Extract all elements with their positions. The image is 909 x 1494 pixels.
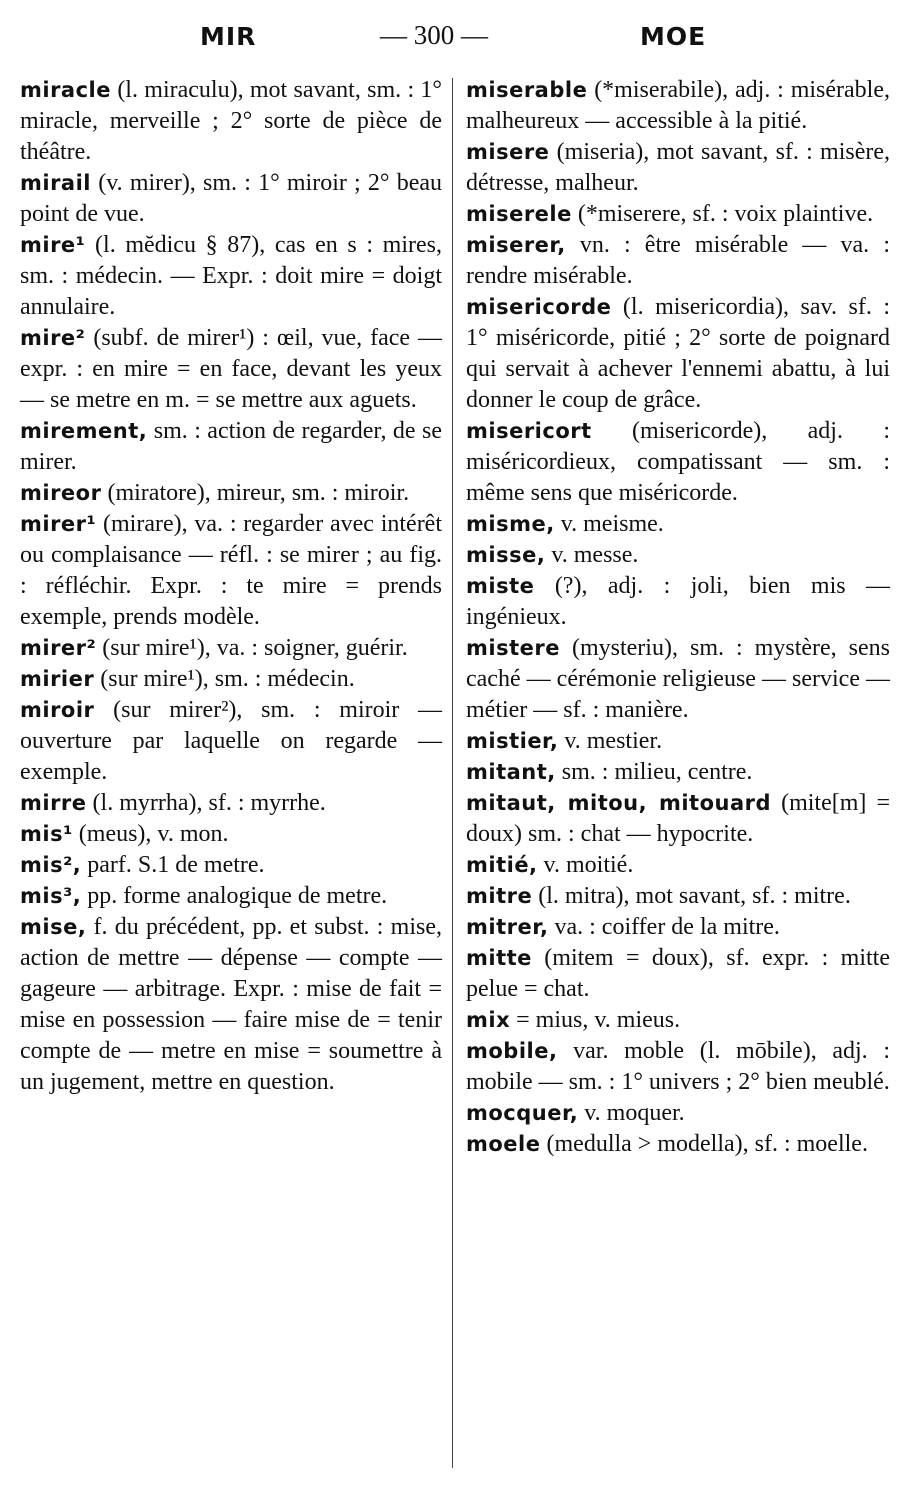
- dictionary-entry: [466, 416, 890, 509]
- dictionary-entry: [466, 1036, 890, 1098]
- dictionary-entry: [466, 540, 890, 571]
- dictionary-entry: [466, 230, 890, 292]
- entry-headword: mitre: [466, 884, 533, 908]
- entry-headword: mobile,: [466, 1039, 558, 1063]
- dictionary-entry: [20, 230, 442, 323]
- dictionary-entry: [20, 509, 442, 633]
- dictionary-entry: [466, 1129, 890, 1160]
- entry-headword: mirer¹: [20, 512, 97, 536]
- entry-headword: miste: [466, 574, 535, 598]
- dictionary-entry: [466, 1005, 890, 1036]
- entry-headword: miroir: [20, 698, 95, 722]
- dictionary-entry: [466, 726, 890, 757]
- entry-headword: mis²,: [20, 853, 82, 877]
- dictionary-entry: [466, 912, 890, 943]
- entry-headword: misericorde: [466, 295, 612, 319]
- entry-headword: mistier,: [466, 729, 559, 753]
- dictionary-entry: [466, 571, 890, 633]
- entry-headword: mis³,: [20, 884, 82, 908]
- entry-headword: miserele: [466, 202, 572, 226]
- dictionary-entry: [466, 509, 890, 540]
- dictionary-entry: [20, 478, 442, 509]
- right-column: [466, 75, 890, 1160]
- dictionary-entry: [20, 168, 442, 230]
- entry-definition: (miseria), mot savant, sf. : misère, détresse, malheur.: [466, 139, 891, 196]
- dictionary-entry: [20, 788, 442, 819]
- entry-definition: vn. : être misérable — va. : rendre misérable.: [466, 232, 890, 289]
- entry-definition: (sur mire¹), va. : soigner, guérir.: [102, 635, 408, 661]
- entry-definition: = mius, v. mieus.: [516, 1007, 681, 1033]
- dictionary-entry: [20, 633, 442, 664]
- entry-definition: (miratore), mireur, sm. : miroir.: [107, 480, 410, 506]
- dictionary-entry: [466, 943, 890, 1005]
- dictionary-entry: [466, 199, 890, 230]
- entry-headword: misere: [466, 140, 550, 164]
- entry-definition: (l. mitra), mot savant, sf. : mitre.: [538, 883, 851, 909]
- entry-headword: mirement,: [20, 419, 148, 443]
- entry-definition: (l. miraculu), mot savant, sm. : 1° miracle, merveille ; 2° sorte de pièce de théâtre.: [20, 77, 443, 165]
- dictionary-entry: [466, 788, 890, 850]
- entry-definition: v. moitié.: [543, 852, 634, 878]
- dictionary-entry: [466, 292, 890, 416]
- entry-definition: f. du précédent, pp. et subst. : mise, action de mettre — dépense — compte — gageure — arbitrage. Expr. : mise de fait = mise en possession — faire mise de = tenir compte de — metre en mise = soumettre à un jugement, mettre en question.: [20, 914, 442, 1095]
- entry-headword: mireor: [20, 481, 102, 505]
- dictionary-entry: [466, 1098, 890, 1129]
- entry-headword: misse,: [466, 543, 546, 567]
- entry-definition: (medulla > modella), sf. : moelle.: [546, 1131, 868, 1157]
- dictionary-entry: [466, 850, 890, 881]
- entry-definition: (sur mirer²), sm. : miroir — ouverture par laquelle on regarde — exemple.: [20, 697, 443, 785]
- entry-definition: (l. mĕdicu § 87), cas en s : mires, sm. : médecin. — Expr. : doit mire = doigt annulaire.: [20, 232, 443, 320]
- dictionary-entry: [20, 881, 442, 912]
- entry-definition: pp. forme analogique de metre.: [87, 883, 388, 909]
- entry-definition: (mitem = doux), sf. expr. : mitte pelue = chat.: [466, 945, 890, 1002]
- entry-definition: (v. mirer), sm. : 1° miroir ; 2° beau point de vue.: [20, 170, 443, 227]
- entry-headword: misericort: [466, 419, 592, 443]
- entry-headword: mix: [466, 1008, 511, 1032]
- entry-headword: mitte: [466, 946, 532, 970]
- dictionary-entry: [20, 819, 442, 850]
- entry-definition: (l. misericordia), sav. sf. : 1° miséricorde, pitié ; 2° sorte de poignard qui servait à achever l'ennemi abattu, à lui donner le coup de grâce.: [466, 294, 890, 413]
- entry-definition: v. meisme.: [560, 511, 664, 537]
- entry-headword: miserer,: [466, 233, 566, 257]
- page-number: — 300 —: [380, 20, 488, 50]
- entry-definition: sm. : milieu, centre.: [561, 759, 753, 785]
- entry-definition: parf. S.1 de metre.: [87, 852, 265, 878]
- entry-definition: (meus), v. mon.: [78, 821, 229, 847]
- entry-headword: misme,: [466, 512, 555, 536]
- entry-definition: v. moquer.: [584, 1100, 685, 1126]
- entry-definition: (*miserabile), adj. : misérable, malheureux — accessible à la pitié.: [466, 77, 890, 134]
- entry-headword: moele: [466, 1132, 541, 1156]
- entry-headword: miracle: [20, 78, 111, 102]
- entry-headword: mitrer,: [466, 915, 549, 939]
- entry-definition: (mite[m] = doux) sm. : chat — hypocrite.: [466, 790, 890, 847]
- left-column: [20, 75, 442, 1098]
- entry-headword: miserable: [466, 78, 588, 102]
- entry-headword: mire¹: [20, 233, 86, 257]
- entry-definition: (mirare), va. : regarder avec intérêt ou complaisance — réfl. : se mirer ; au fig. : réfléchir. Expr. : te mire = prends exemple, prends modèle.: [20, 511, 443, 630]
- dictionary-entry: [20, 912, 442, 1098]
- column-divider: [452, 78, 453, 1468]
- entry-headword: mirier: [20, 667, 95, 691]
- entry-headword: mitié,: [466, 853, 538, 877]
- entry-headword: mocquer,: [466, 1101, 579, 1125]
- entry-definition: (?), adj. : joli, bien mis — ingénieux.: [466, 573, 891, 630]
- entry-headword: mitant,: [466, 760, 556, 784]
- dictionary-entry: [466, 757, 890, 788]
- entry-headword: mistere: [466, 636, 560, 660]
- dictionary-entry: [20, 850, 442, 881]
- dictionary-entry: [466, 633, 890, 726]
- entry-headword: mis¹: [20, 822, 73, 846]
- entry-definition: var. moble (l. mōbile), adj. : mobile — sm. : 1° univers ; 2° bien meublé.: [466, 1038, 890, 1095]
- entry-headword: mire²: [20, 326, 86, 350]
- header-right-word: MOE: [640, 22, 707, 51]
- dictionary-entry: [20, 323, 442, 416]
- entry-definition: va. : coiffer de la mitre.: [554, 914, 780, 940]
- entry-definition: (mysteriu), sm. : mystère, sens caché — cérémonie religieuse — service — métier — sf. : manière.: [466, 635, 890, 723]
- entry-headword: mirer²: [20, 636, 97, 660]
- entry-definition: v. mestier.: [564, 728, 663, 754]
- dictionary-entry: [466, 75, 890, 137]
- dictionary-entry: [20, 75, 442, 168]
- entry-definition: (l. myrrha), sf. : myrrhe.: [92, 790, 326, 816]
- entry-definition: (sur mire¹), sm. : médecin.: [100, 666, 355, 692]
- entry-headword: mirail: [20, 171, 92, 195]
- dictionary-entry: [20, 664, 442, 695]
- entry-headword: mitaut, mitou, mitouard: [466, 791, 772, 815]
- dictionary-entry: [466, 137, 890, 199]
- entry-headword: mirre: [20, 791, 87, 815]
- entry-definition: sm. : action de regarder, de se mirer.: [20, 418, 442, 475]
- dictionary-entry: [466, 881, 890, 912]
- running-header: [0, 22, 909, 62]
- dictionary-entry: [20, 416, 442, 478]
- header-left-word: MIR: [200, 22, 257, 51]
- entry-definition: (*miserere, sf. : voix plaintive.: [577, 201, 874, 227]
- entry-definition: (subf. de mirer¹) : œil, vue, face — expr. : en mire = en face, devant les yeux — se metre en m. = se mettre aux aguets.: [20, 325, 443, 413]
- dictionary-entry: [20, 695, 442, 788]
- entry-definition: (misericorde), adj. : miséricordieux, compatissant — sm. : même sens que miséricorde.: [466, 418, 890, 506]
- entry-definition: v. messe.: [551, 542, 639, 568]
- entry-headword: mise,: [20, 915, 87, 939]
